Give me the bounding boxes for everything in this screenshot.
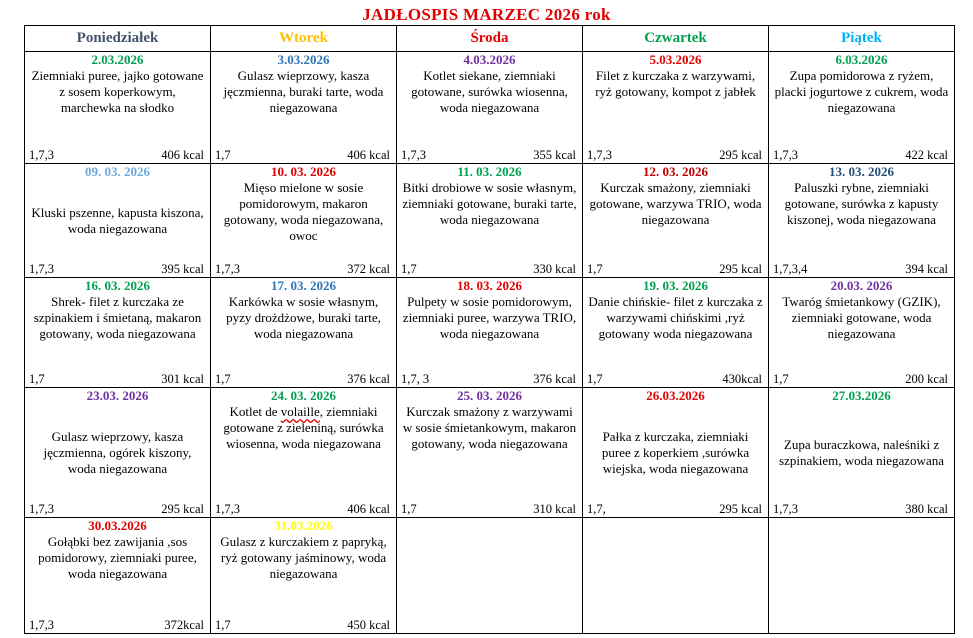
info-cell xyxy=(211,262,397,278)
kcal: 430kcal xyxy=(722,372,762,386)
date-cell xyxy=(397,388,583,404)
date-cell xyxy=(25,518,211,534)
allergens: 1,7,3 xyxy=(773,502,798,516)
dish-description xyxy=(583,179,768,262)
dish-text: Ziemniaki puree, jajko gotowane z sosem koperkowym, marchewka na słodko xyxy=(31,68,204,115)
allergens: 1,7,3 xyxy=(401,148,426,162)
dish-cell xyxy=(397,533,583,618)
info-cell xyxy=(583,262,769,278)
dish-cell xyxy=(583,403,769,502)
day-header-label: Wtorek xyxy=(279,30,328,46)
dish-cell xyxy=(769,533,955,618)
info-cell xyxy=(769,148,955,164)
allergens: 1,7,3,4 xyxy=(773,262,808,276)
dish-text: Shrek- filet z kurczaka ze szpinakiem i śmietaną, makaron gotowany, woda niegazowana xyxy=(33,294,202,341)
kcal: 450 kcal xyxy=(347,618,390,632)
menu-date: 17. 03. 2026 xyxy=(271,278,336,293)
dish-cell xyxy=(211,403,397,502)
allergens: 1,7,3 xyxy=(29,618,54,632)
info-cell xyxy=(769,502,955,518)
dish-description xyxy=(397,179,582,262)
date-cell xyxy=(211,388,397,404)
dish-text: Bitki drobiowe w sosie własnym, ziemniaki gotowane, buraki tarte, woda niegazowana xyxy=(402,180,577,227)
date-cell xyxy=(25,164,211,180)
kcal: 301 kcal xyxy=(161,372,204,386)
date-row xyxy=(25,388,955,404)
menu-date: 11. 03. 2026 xyxy=(457,164,522,179)
kcal: 372kcal xyxy=(164,618,204,632)
menu-date: 24. 03. 2026 xyxy=(271,388,336,403)
info-row xyxy=(25,148,955,164)
kcal: 394 kcal xyxy=(905,262,948,276)
dish-description xyxy=(769,403,954,502)
allergens: 1,7,3 xyxy=(215,262,240,276)
dish-description xyxy=(211,403,396,502)
allergens: 1,7 xyxy=(587,372,603,386)
info-cell xyxy=(583,618,769,634)
allergens: 1,7,3 xyxy=(773,148,798,162)
dish-text: Kluski pszenne, kapusta kiszona, woda niegazowana xyxy=(31,205,204,236)
dish-text: Kurczak smażony, ziemniaki gotowane, warzywa TRIO, woda niegazowana xyxy=(589,180,762,227)
menu-date: 13. 03. 2026 xyxy=(829,164,894,179)
date-cell xyxy=(211,52,397,68)
date-cell xyxy=(397,52,583,68)
dish-text: Kotlet siekane, ziemniaki gotowane, surówka wiosenna, woda niegazowana xyxy=(411,68,568,115)
info-cell xyxy=(211,148,397,164)
dish-row xyxy=(25,293,955,372)
kcal: 295 kcal xyxy=(719,148,762,162)
dish-cell xyxy=(397,179,583,262)
dish-cell xyxy=(211,67,397,148)
dish-text: Karkówka w sosie własnym, pyzy drożdżowe, buraki tarte, woda niegazowana xyxy=(226,294,381,341)
menu-date: 10. 03. 2026 xyxy=(271,164,336,179)
date-cell xyxy=(211,164,397,180)
date-cell xyxy=(583,164,769,180)
allergens: 1,7,3 xyxy=(29,148,54,162)
menu-date: 19. 03. 2026 xyxy=(643,278,708,293)
info-row xyxy=(25,372,955,388)
dish-description xyxy=(25,67,210,148)
menu-date: 31.03.2026 xyxy=(274,518,333,533)
dish-description xyxy=(25,533,210,618)
date-cell xyxy=(583,388,769,404)
dish-row xyxy=(25,533,955,618)
dish-description xyxy=(25,179,210,262)
dish-description xyxy=(583,533,768,618)
allergens: 1,7 xyxy=(401,262,417,276)
day-header-row xyxy=(25,26,955,52)
day-header xyxy=(211,26,397,52)
dish-row xyxy=(25,179,955,262)
dish-description xyxy=(583,67,768,148)
dish-description xyxy=(769,179,954,262)
info-cell xyxy=(25,372,211,388)
dish-cell xyxy=(25,533,211,618)
allergens: 1,7,3 xyxy=(29,502,54,516)
allergens: 1,7, 3 xyxy=(401,372,430,386)
info-cell xyxy=(397,372,583,388)
allergens: 1,7,3 xyxy=(29,262,54,276)
dish-text: Paluszki rybne, ziemniaki gotowane, surówka z kapusty kiszonej, woda niegazowana xyxy=(784,180,939,227)
dish-cell xyxy=(25,179,211,262)
dish-text xyxy=(223,404,383,451)
menu-date: 3.03.2026 xyxy=(277,52,330,67)
day-header xyxy=(583,26,769,52)
date-cell xyxy=(583,518,769,534)
dish-text: Pałka z kurczaka, ziemniaki puree z koperkiem ,surówka wiejska, woda niegazowana xyxy=(601,429,750,476)
info-cell xyxy=(397,262,583,278)
dish-description xyxy=(211,67,396,148)
dish-cell xyxy=(769,67,955,148)
dish-text: Mięso mielone w sosie pomidorowym, makaron gotowany, woda niegazowana, owoc xyxy=(223,180,384,243)
menu-date: 26.03.2026 xyxy=(646,388,705,403)
date-cell xyxy=(25,388,211,404)
dish-text-rest: , ziemniaki gotowane z zieleniną, surówka wiosenna, woda niegazowana xyxy=(223,404,384,451)
date-cell xyxy=(211,278,397,294)
date-cell xyxy=(397,278,583,294)
kcal: 406 kcal xyxy=(347,148,390,162)
dish-description xyxy=(769,533,954,618)
date-cell xyxy=(397,518,583,534)
info-cell xyxy=(25,262,211,278)
kcal: 406 kcal xyxy=(161,148,204,162)
allergens: 1,7 xyxy=(29,372,45,386)
menu-date: 20.03. 2026 xyxy=(830,278,893,293)
dish-cell xyxy=(769,403,955,502)
dish-text: Zupa buraczkowa, naleśniki z szpinakiem, woda niegazowana xyxy=(779,437,944,468)
date-cell xyxy=(769,164,955,180)
info-cell xyxy=(397,148,583,164)
menu-table xyxy=(24,25,955,634)
dish-cell xyxy=(25,67,211,148)
dish-text: Gulasz z kurczakiem z papryką, ryż gotowany jaśminowy, woda niegazowana xyxy=(220,534,387,581)
allergens: 1,7 xyxy=(215,148,231,162)
day-header-label: Poniedziałek xyxy=(76,30,159,46)
kcal: 295 kcal xyxy=(161,502,204,516)
dish-text: Gołąbki bez zawijania ,sos pomidorowy, ziemniaki puree, woda niegazowana xyxy=(38,534,197,581)
info-cell xyxy=(769,372,955,388)
dish-text-start: Kotlet de xyxy=(229,404,281,419)
dish-cell xyxy=(397,67,583,148)
dish-text-spellcheck: volaille xyxy=(280,404,320,419)
info-cell xyxy=(769,262,955,278)
info-cell xyxy=(25,148,211,164)
allergens: 1,7 xyxy=(215,372,231,386)
info-row xyxy=(25,262,955,278)
info-cell xyxy=(211,372,397,388)
dish-description xyxy=(397,293,582,372)
dish-description xyxy=(25,293,210,372)
kcal: 406 kcal xyxy=(347,502,390,516)
dish-description xyxy=(583,403,768,502)
date-cell xyxy=(769,388,955,404)
dish-text: Zupa pomidorowa z ryżem, placki jogurtowe z cukrem, woda niegazowana xyxy=(774,68,949,115)
date-cell xyxy=(583,278,769,294)
menu-date: 12. 03. 2026 xyxy=(643,164,708,179)
info-cell xyxy=(769,618,955,634)
kcal: 376 kcal xyxy=(533,372,576,386)
dish-description xyxy=(583,293,768,372)
kcal: 422 kcal xyxy=(905,148,948,162)
info-cell xyxy=(583,148,769,164)
date-row xyxy=(25,278,955,294)
info-cell xyxy=(397,618,583,634)
kcal: 310 kcal xyxy=(533,502,576,516)
dish-description xyxy=(25,403,210,502)
dish-row xyxy=(25,403,955,502)
kcal: 295 kcal xyxy=(719,502,762,516)
dish-text: Kurczak smażony z warzywami w sosie śmietankowym, makaron gotowany, woda niegazowana xyxy=(402,404,577,451)
dish-text: Filet z kurczaka z warzywami, ryż gotowany, kompot z jabłek xyxy=(595,68,756,99)
day-header xyxy=(397,26,583,52)
info-cell xyxy=(211,502,397,518)
menu-date: 09. 03. 2026 xyxy=(85,164,150,179)
allergens: 1,7,3 xyxy=(587,148,612,162)
dish-text: Gulasz wieprzowy, kasza jęczmienna, buraki tarte, woda niegazowana xyxy=(223,68,384,115)
date-row xyxy=(25,518,955,534)
info-row xyxy=(25,502,955,518)
kcal: 295 kcal xyxy=(719,262,762,276)
dish-cell xyxy=(583,67,769,148)
date-cell xyxy=(769,278,955,294)
dish-description xyxy=(211,293,396,372)
info-cell xyxy=(397,502,583,518)
dish-cell xyxy=(583,533,769,618)
allergens: 1,7 xyxy=(587,262,603,276)
date-cell xyxy=(25,278,211,294)
dish-row xyxy=(25,67,955,148)
info-cell xyxy=(25,618,211,634)
dish-description xyxy=(397,67,582,148)
menu-date: 6.03.2026 xyxy=(835,52,888,67)
menu-date: 18. 03. 2026 xyxy=(457,278,522,293)
menu-date: 27.03.2026 xyxy=(832,388,891,403)
info-row xyxy=(25,618,955,634)
kcal: 355 kcal xyxy=(533,148,576,162)
dish-cell xyxy=(583,179,769,262)
dish-cell xyxy=(397,403,583,502)
info-cell xyxy=(211,618,397,634)
date-cell xyxy=(397,164,583,180)
date-cell xyxy=(769,518,955,534)
kcal: 330 kcal xyxy=(533,262,576,276)
day-header xyxy=(25,26,211,52)
dish-description xyxy=(211,179,396,262)
kcal: 376 kcal xyxy=(347,372,390,386)
allergens: 1,7 xyxy=(401,502,417,516)
menu-date: 30.03.2026 xyxy=(88,518,147,533)
dish-cell xyxy=(25,403,211,502)
dish-text: Twaróg śmietankowy (GZIK), ziemniaki gotowane, woda niegazowana xyxy=(782,294,941,341)
menu-date: 25. 03. 2026 xyxy=(457,388,522,403)
kcal: 200 kcal xyxy=(905,372,948,386)
allergens: 1,7 xyxy=(773,372,789,386)
allergens: 1,7 xyxy=(215,618,231,632)
info-cell xyxy=(583,372,769,388)
dish-description xyxy=(769,67,954,148)
dish-text: Danie chińskie- filet z kurczaka z warzywami chińskimi ,ryż gotowany woda niegazowana xyxy=(588,294,763,341)
menu-date: 16. 03. 2026 xyxy=(85,278,150,293)
date-cell xyxy=(769,52,955,68)
dish-cell xyxy=(397,293,583,372)
dish-description xyxy=(397,533,582,618)
day-header-label: Czwartek xyxy=(644,30,707,46)
dish-description xyxy=(397,403,582,502)
kcal: 395 kcal xyxy=(161,262,204,276)
info-cell xyxy=(25,502,211,518)
info-cell xyxy=(583,502,769,518)
dish-text: Gulasz wieprzowy, kasza jęczmienna, ogórek kiszony, woda niegazowana xyxy=(43,429,192,476)
allergens: 1,7, xyxy=(587,502,606,516)
menu-date: 5.03.2026 xyxy=(649,52,702,67)
menu-date: 23.03. 2026 xyxy=(86,388,149,403)
day-header xyxy=(769,26,955,52)
date-row xyxy=(25,52,955,68)
weeks-body xyxy=(25,52,955,634)
page-title: JADŁOSPIS MARZEC 2026 rok xyxy=(362,5,611,24)
menu-date: 2.03.2026 xyxy=(91,52,144,67)
dish-description xyxy=(211,533,396,618)
dish-cell xyxy=(583,293,769,372)
dish-cell xyxy=(25,293,211,372)
date-cell xyxy=(25,52,211,68)
dish-cell xyxy=(769,179,955,262)
dish-cell xyxy=(211,179,397,262)
menu-date: 4.03.2026 xyxy=(463,52,516,67)
date-cell xyxy=(211,518,397,534)
day-header-label: Piątek xyxy=(841,30,882,46)
dish-text: Pulpety w sosie pomidorowym, ziemniaki puree, warzywa TRIO, woda niegazowana xyxy=(402,294,577,341)
kcal: 372 kcal xyxy=(347,262,390,276)
date-row xyxy=(25,164,955,180)
kcal: 380 kcal xyxy=(905,502,948,516)
dish-description xyxy=(769,293,954,372)
date-cell xyxy=(583,52,769,68)
dish-cell xyxy=(769,293,955,372)
dish-cell xyxy=(211,533,397,618)
day-header-label: Środa xyxy=(470,30,509,46)
allergens: 1,7,3 xyxy=(215,502,240,516)
dish-cell xyxy=(211,293,397,372)
